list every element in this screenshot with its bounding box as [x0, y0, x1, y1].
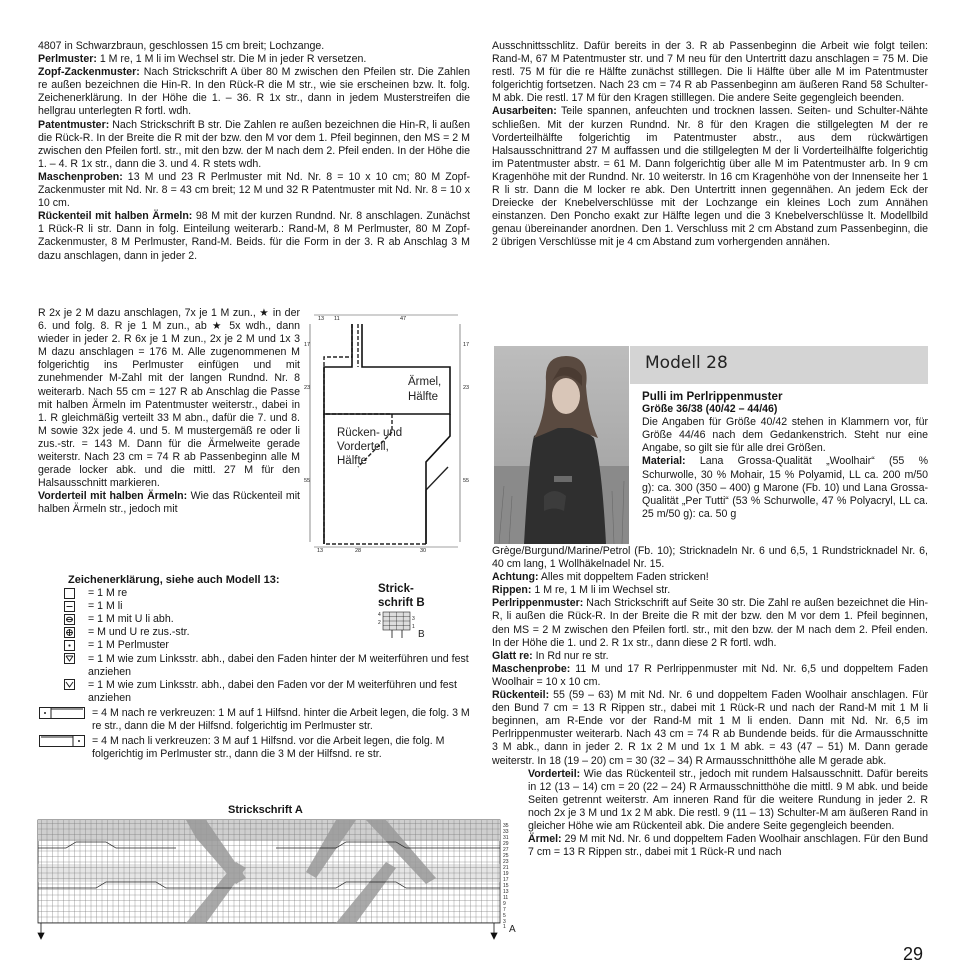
right-column	[492, 40, 928, 250]
purl-stitch-icon	[58, 600, 80, 612]
dim-right-1: 17	[463, 342, 470, 348]
rueckenteil-label: Rückenteil:	[492, 689, 550, 702]
rueckenteil-text: 55 (59 – 63) M mit Nd. Nr. 6 und doppeltem Faden Woolhair anschlagen. Für den Bund 7 cm = 13 R Rippen str., dabei mit 1 Rück-R und nach der Rand-M mit 1 M li beginnen, am R-Ende vor der Rand-M mit 1 M li enden. Dann mit Nd. Nr. 6,5 im Perlrippenmuster weiterarb. Nach 43 cm = 74 R ab Bundende beids. für die Armausschnitte 3 M abk., dann in jeder 2. R 1x 2 M und 1x 1 M abk. = 43 (47 – 51) M. Dann gerade weiterstr. In 18 (19 – 20) cm = 30 (32 – 34) R Armausschnitthöhe alle M gerade abk.	[492, 689, 928, 767]
vorderteil-28-label: Vorderteil:	[528, 767, 581, 780]
zopf-label: Zopf-Zackenmuster:	[38, 66, 140, 79]
glatt-label: Glatt re:	[492, 649, 533, 662]
perlrippen-paragraph	[492, 597, 928, 649]
patent-paragraph	[38, 119, 470, 171]
cable-right-icon	[38, 707, 86, 719]
vorderteil-label: Vorderteil mit halben Ärmeln:	[38, 490, 188, 503]
legend-row	[38, 707, 470, 733]
chart-b-row-3: 3	[412, 616, 415, 622]
zopf-text: Nach Strickschrift A über 80 M zwischen den Pfeilen str. Die Zahlen re außen bezeichnen die Hin-R. In den Rück-R die M str., wie sie erscheinen bzw. lt. folg. Zeichenerklärung. In der Höhe die 1. – 36. R 1x str., dann in jedem Musterstreifen die hellgrau unterlegten R fortl. wdh.	[38, 66, 470, 118]
intro-line: 4807 in Schwarzbraun, geschlossen 15 cm breit; Lochzange.	[38, 40, 325, 52]
dim-bottom-2: 28	[355, 548, 362, 554]
label-ruecken-3: Hälfte	[337, 455, 368, 467]
chart-b-row-2: 2	[378, 620, 381, 626]
knit-stitch-icon	[58, 587, 80, 599]
perlrippen-text: Nach Strickschrift auf Seite 30 str. Die Zahl re außen bezeichnet die Hin-R, li außen die Rück-R. In der Breite die R mit der bzw. den M vor dem 1. Pfeil beginnen, den MS = 2 M zwischen den Pfeilen fortl. str., mit den bzw. der M nach dem 2. Pfeil enden. In der Höhe die 1. und 2. R 1x str., dann diese 2 R fortl. wdh.	[492, 597, 928, 649]
seed-stitch-icon	[58, 639, 80, 651]
label-aermel-1: Ärmel,	[408, 376, 442, 388]
slip-front-icon	[58, 679, 80, 691]
row-num: 1	[503, 924, 506, 930]
aermel-text: 29 M mit Nd. Nr. 6 und doppeltem Faden Woolhair anschlagen. Für den Bund 7 cm = 13 R Rippen str., dabei mit 1 Rück-R und nach	[528, 833, 928, 859]
chart-a-grid	[36, 818, 522, 940]
dim-right-3: 55	[463, 478, 470, 484]
patent-text: Nach Strickschrift B str. Die Zahlen re außen bezeichnen die Hin-R, li außen die Rück-R. In der Breite die R mit der bzw. den M vor dem 1. Pfeil beginnen, den MS = 2 M zwischen den Pfeilen fortl. str., mit den bzw. der M nach dem 2. Pfeil enden. In der Höhe die 1. – 4. R 1x str., dann die 3. und 4. R stets wdh.	[38, 118, 470, 170]
cable-left-icon	[38, 735, 86, 747]
material-continued: Grège/Burgund/Marine/Petrol (Fb. 10); Stricknadeln Nr. 6 und 6,5, 1 Rundstricknadel Nr. 6, 40 cm lang, 1 Wollhäkelnadel Nr. 15.	[492, 545, 928, 571]
legend-row	[38, 679, 470, 705]
modell-subtitle: Pulli im Perlrippenmuster	[642, 390, 783, 403]
row-num: 21	[503, 865, 509, 871]
legend-text: = 1 M wie zum Linksstr. abh., dabei den Faden hinter der M weiterführen und fest anziehen	[88, 652, 469, 678]
legend-text: = 1 M li	[88, 600, 123, 613]
dim-top-3: 47	[400, 316, 407, 322]
rueckenteil-paragraph	[492, 689, 928, 768]
dim-bottom-3: 30	[420, 548, 427, 554]
ausarbeiten-paragraph	[492, 105, 928, 249]
zopf-paragraph	[38, 66, 470, 118]
modell-title: Modell 28	[645, 353, 728, 373]
slip-back-icon	[58, 653, 80, 665]
row-num: 33	[503, 829, 509, 835]
perlmuster-text: 1 M re, 1 M li im Wechsel str. Die M in jeder R versetzen.	[96, 53, 367, 66]
vorderteil-paragraph	[38, 490, 300, 516]
pattern-schematic	[300, 312, 472, 557]
chart-a-letter: A	[509, 924, 516, 935]
legend-text: = 1 M re	[88, 587, 128, 600]
label-ruecken-2: Vorderteil,	[337, 441, 389, 453]
row-num: 11	[503, 895, 509, 901]
rippen-label: Rippen:	[492, 584, 532, 597]
glatt-paragraph	[492, 650, 928, 663]
row-num: 27	[503, 847, 509, 853]
chart-b-letter: B	[418, 629, 425, 640]
label-ruecken-1: Rücken- und	[337, 427, 403, 439]
left-column	[38, 40, 470, 263]
vorderteil-28-text: Wie das Rückenteil str., jedoch mit rundem Halsausschnitt. Dafür bereits in 12 (13 – 14) cm = 20 (22 – 24) R Armausschnitthöhe die mittl. 9 M abk. und beide Seiten getrennt weiterstr. Am inneren Rand für die weitere Rundung in jeder 2. R noch 2x je 3 M und 1x 2 M abk. Die restl. 9 (11 – 13) Schulter-M am äußeren Rand in gleicher Höhe wie am Rückenteil abk. Die andere Seite gegengleich beenden.	[528, 767, 928, 832]
chart-b-grid	[378, 610, 438, 640]
row-num: 7	[503, 907, 506, 913]
legend-text: = 4 M nach re verkreuzen: 1 M auf 1 Hilfsnd. hinter die Arbeit legen, die folg. 3 M re str., dann die M der Hilfsnd. folgerichtig im Perlmuster str.	[92, 706, 470, 733]
aermel-label: Ärmel:	[528, 833, 562, 846]
glatt-text: In Rd nur re str.	[532, 649, 609, 662]
ruecken-label: Rückenteil mit halben Ärmeln:	[38, 210, 193, 223]
row-num: 25	[503, 853, 509, 859]
modell-instructions	[492, 545, 928, 859]
dim-left-3: 55	[304, 478, 311, 484]
dim-top-2: 11	[334, 316, 340, 322]
legend-text: = M und U re zus.-str.	[88, 626, 190, 639]
row-num: 31	[503, 835, 509, 841]
modell-intro-block	[642, 390, 928, 521]
page-number: 29	[903, 944, 924, 964]
perlrippen-label: Perlrippenmuster:	[492, 597, 584, 610]
legend-row	[38, 735, 470, 761]
right-paragraph-1: Ausschnittsschlitz. Dafür bereits in der 3. R ab Passenbeginn die Arbeit wie folgt teilen: Rand-M, 67 M Patentmuster str. und 7 M neu für den Untertritt dazu anschlagen = 75 M. Die restl. 75 M für die re Hälfte zunächst stilllegen. Die li Hälfte über alle M im Patentmuster folgerichtig fortsetzen. Nach 23 cm = 74 R ab Passenbeginn am äußeren Rand 58 Schulter-M abk. Die restl. 17 M für den Kragen stilllegen. Die andere Seite gegengleich beenden.	[492, 40, 928, 105]
label-aermel-2: Hälfte	[408, 391, 439, 403]
dim-bottom-1: 13	[317, 548, 324, 554]
maschenprobe-paragraph	[492, 663, 928, 689]
material-text: Lana Grossa-Qualität „Woolhair“ (55 % Schurwolle, 30 % Mohair, 15 % Polyamid, LL ca. 200 m/50 g): ca. 300 (350 – 400) g Marone (Fb. 10) und Lana Grossa-Qualität „Per Tutti“ (53 % Schurwolle, 47 % Polyacryl, LL ca. 25 m/50 g): ca. 50 g	[642, 455, 928, 520]
chart-b	[378, 582, 458, 652]
perlmuster-label: Perlmuster:	[38, 53, 97, 66]
ruecken-paragraph	[38, 210, 470, 262]
chart-b-title-1: Strick-	[378, 583, 414, 595]
maschenproben-label: Maschenproben:	[38, 170, 123, 183]
row-num: 3	[503, 919, 506, 925]
dim-left-1: 17	[304, 342, 311, 348]
legend-text: = 1 M mit U li abh.	[88, 613, 174, 626]
model-photo	[494, 346, 629, 544]
modell-intro: Die Angaben für Größe 40/42 stehen in Klammern vor, für Größe 44/46 nach dem Gedankenstrich. Steht nur eine Angabe, so gilt sie für alle drei Größen.	[642, 416, 928, 455]
chart-b-row-1: 1	[412, 624, 415, 630]
perlmuster-paragraph	[38, 53, 470, 66]
material-label: Material:	[642, 455, 686, 468]
achtung-paragraph	[492, 571, 928, 584]
chart-a-title: Strickschrift A	[228, 804, 303, 816]
vorderteil-28-paragraph	[528, 768, 928, 833]
legend-text: = 1 M wie zum Linksstr. abh., dabei den Faden vor der M weiterführen und fest anziehen	[88, 678, 457, 704]
slip-yo-icon	[58, 613, 80, 625]
rippen-text: 1 M re, 1 M li im Wechsel str.	[531, 584, 671, 597]
row-num: 17	[503, 877, 509, 883]
modell-groesse: Größe 36/38 (40/42 – 44/46)	[642, 403, 778, 416]
knit-together-icon	[58, 626, 80, 638]
vorderteil-text: Wie das Rückenteil mit halben Ärmeln str., jedoch mit	[38, 490, 300, 516]
aermel-paragraph	[528, 833, 928, 859]
ruecken-text: 98 M mit der kurzen Rundnd. Nr. 8 anschlagen. Zunächst 1 Rück-R li str. Dann in folg. Einteilung weiterarb.: Rand-M, 8 M Perlmuster, 80 M Zopf-Zackenmuster, 8 M Perlmuster, Rand-M. Beids. für die Form in der 3. R ab Anschlag 3 M dazu anschlagen, dann in jeder 2.	[38, 210, 470, 262]
row-num: 9	[503, 901, 506, 907]
ausarbeiten-text: Teile spannen, anfeuchten und trocknen lassen. Seiten- und Schulter-Nähte schließen. Mit der kurzen Rundnd. Nr. 8 für den Kragen die stillgelegten M der re Vorderteilhälfte folgerichtig im Patentmuster abstr., aus dem rückwärtigen Halsausschnittrand 27 M auffassen und die stillgelegten M der li Vorderteilhälfte folgerichtig im Patentmuster abstr. = 61 M. Dann folgerichtig über alle M im Patentmuster arb. In 9 cm Kragenhöhe mit der Rundnd. Nr. 10 weiterstr. In 16 cm Kragenhöhe von der Innenseite her 1 R li str. Dann die M locker re abk. Den Untertritt innen gegennähen. An jedem Eck der Dreiecke der Knebelverschlüsse mit der Lochzange ein kleines Loch zum Annähen einstanzen. Den Poncho exakt zur Hälfte legen und die 3 Knebelverschlüsse lt. Modellbild genau übereinander anordnen. Den 1. Verschluss mit 2 cm Abstand zum Passenbeginn, die 2 übrigen Verschlüsse mit je 4 cm Abstand zum vorhergenden annähen.	[492, 105, 928, 249]
row-num: 19	[503, 871, 509, 877]
row-num: 35	[503, 823, 509, 829]
maschenproben-paragraph	[38, 171, 470, 210]
patent-label: Patentmuster:	[38, 118, 110, 131]
maschenproben-text: 13 M und 23 R Perlmuster mit Nd. Nr. 8 = 10 x 10 cm; 80 M Zopf-Zackenmuster mit Nd. Nr. 8 = 43 cm breit; 12 M und 32 R Patentmuster mit Nd. Nr. 8 = 10 x 10 cm.	[38, 170, 470, 210]
rippen-paragraph	[492, 584, 928, 597]
dim-left-2: 23	[304, 385, 311, 391]
narrow-text-block	[38, 307, 300, 517]
row-num: 5	[503, 913, 506, 919]
achtung-text: Alles mit doppeltem Faden stricken!	[538, 571, 709, 584]
maschenprobe-text: 11 M und 17 R Perlrippenmuster mit Nd. Nr. 6,5 und doppeltem Faden Woolhair = 10 x 10 cm.	[492, 662, 928, 688]
achtung-label: Achtung:	[492, 571, 539, 584]
dim-top-1: 13	[318, 316, 325, 322]
row-num: 15	[503, 883, 509, 889]
chart-b-title-2: schrift B	[378, 597, 425, 609]
legend-text: = 1 M Perlmuster	[88, 639, 169, 652]
material-paragraph	[642, 455, 928, 520]
legend-text: = 4 M nach li verkreuzen: 3 M auf 1 Hilfsnd. vor die Arbeit legen, die folg. M folgerichtig im Perlmuster str., dann die 3 M der Hilfsnd. re str.	[92, 735, 445, 761]
row-num: 13	[503, 889, 509, 895]
dim-right-2: 23	[463, 385, 470, 391]
narrow-text: R 2x je 2 M dazu anschlagen, 7x je 1 M zun., ★ in der 6. und folg. 8. R je 1 M zun., ab ★ 5x wdh., dann wieder in jeder 2. R 6x je 1 M zun., 2x je 2 M und 1x 3 M dazu anschlagen = 176 M. Alle zugenommenen M folgerichtig ins Perlmuster einfügen und mit zunehmender M-Zahl mit der langen Rundnd. Nr. 8 weiterarb. Nach 55 cm = 127 R ab Anschlag die Passe mit halben Ärmeln im Patentmuster weiterstr., dabei in 1. R gleichmäßig verteilt 33 M abn., dafür die 7. und 8. M sowie 32x jede 4. und 5. M mustergemäß re oder li zus.-str. = 143 M. Dann für die Ärmelweite gerade weiterstr. Nach 23 cm = 74 R ab Passenbeginn alle M gerade locker abk. und die mittl. 27 M für den Halsausschnitt markieren.	[38, 307, 300, 490]
maschenprobe-label: Maschenprobe:	[492, 662, 571, 675]
ausarbeiten-label: Ausarbeiten:	[492, 105, 557, 118]
legend-title: Zeichenerklärung, siehe auch Modell 13:	[68, 574, 280, 586]
chart-b-row-4: 4	[378, 612, 381, 618]
row-num: 29	[503, 841, 509, 847]
row-num: 23	[503, 859, 509, 865]
legend-row	[38, 653, 470, 679]
